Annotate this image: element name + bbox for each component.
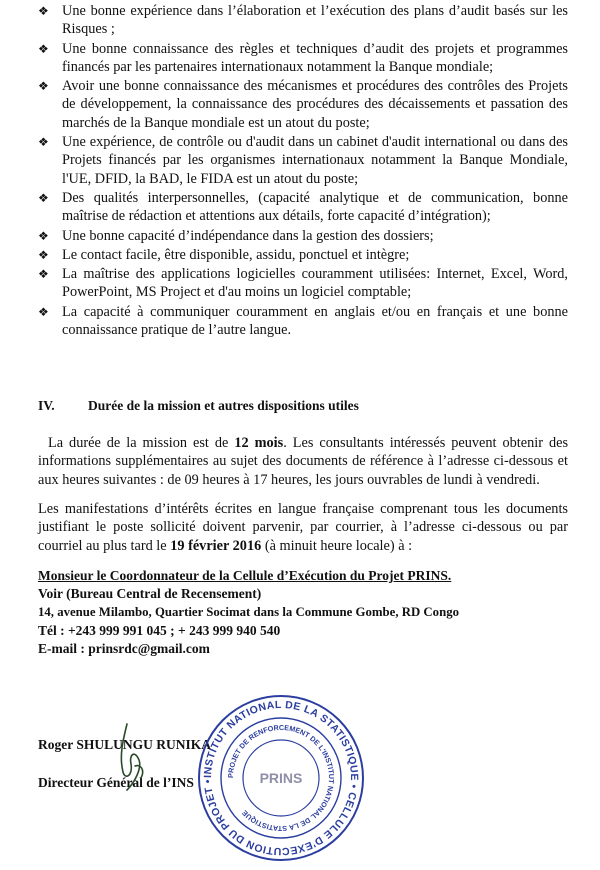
diamond-bullet-icon: ❖ xyxy=(38,41,49,56)
stamp-outer-text: INSTITUT NATIONAL DE LA STATISTIQUE • CELLULE D'EXECUTION DU PROJET • xyxy=(201,698,361,858)
address-recipient: Monsieur le Coordonnateur de la Cellule d’Exécution du Projet PRINS. xyxy=(38,568,452,583)
diamond-bullet-icon: ❖ xyxy=(38,304,49,319)
diamond-bullet-icon: ❖ xyxy=(38,190,49,205)
official-stamp-icon xyxy=(196,692,366,864)
stamp-inner-text: PROJET DE RENFORCEMENT DE L'INSTITUT NATIONAL DE LA STATISTIQUE xyxy=(225,722,337,834)
list-item: ❖ Le contact facile, être disponible, assidu, ponctuel et intègre; xyxy=(38,246,410,263)
duration-value: 12 mois xyxy=(234,435,284,451)
address-office: Voir (Bureau Central de Recensement) xyxy=(38,586,262,602)
signatory-name: Roger SHULUNGU RUNIKA xyxy=(38,737,212,752)
mission-duration-paragraph: La durée de la mission est de 12 mois. Les consultants intéressés peuvent obtenir des informations supplémentaires au sujet des documents de référence à l’adresse ci-dessous et aux heures suivantes : de 09 heures à 17 heures, les jours ouvrables de lundi à vendredi. xyxy=(38,435,569,488)
list-item: ❖ Une bonne connaissance des règles et techniques d’audit des projets et programmes financés par les partenaires internationaux notamment la Banque mondiale; xyxy=(38,40,568,75)
submission-paragraph: Les manifestations d’intérêts écrites en langue française comprenant tous les documents justifiant le poste sollicité doivent parvenir, par courrier, à l’adresse ci-dessous ou par courriel au plus tard le 19 février 2016 (à minuit heure locale) à : xyxy=(38,501,568,554)
section-heading xyxy=(38,398,359,414)
diamond-bullet-icon: ❖ xyxy=(38,267,49,282)
section-number: IV. xyxy=(38,398,55,413)
diamond-bullet-icon: ❖ xyxy=(38,135,49,150)
list-item: ❖ Avoir une bonne connaissance des mécanismes et procédures des contrôles des Projets de développement, la connaissance des procédures des décaissements et passation des marchés de la Banque mondiale est un atout du poste; xyxy=(38,78,568,131)
contact-address xyxy=(38,567,578,658)
address-street: 14, avenue Milambo, Quartier Socimat dans la Commune Gombe, RD Congo xyxy=(38,605,459,620)
list-item: ❖ La capacité à communiquer couramment en anglais et/ou en français et une bonne connaissance pratique de l’autre langue. xyxy=(38,303,568,339)
list-item: ❖ La maîtrise des applications logicielles couramment utilisées: Internet, Excel, Word, PowerPoint, MS Project et d'au moins un logiciel comptable; xyxy=(38,266,568,301)
deadline-date: 19 février 2016 xyxy=(170,537,262,554)
list-item: ❖ Une bonne capacité d’indépendance dans la gestion des dossiers; xyxy=(38,227,434,244)
requirements-list xyxy=(38,2,568,340)
list-item: ❖ Une bonne expérience dans l’élaboration et l’exécution des plans d’audit basés sur les Risques ; xyxy=(38,3,568,38)
handwritten-signature-icon xyxy=(105,720,165,800)
diamond-bullet-icon: ❖ xyxy=(38,247,49,262)
section-title: Durée de la mission et autres dispositions utiles xyxy=(88,398,359,413)
address-email[interactable]: E-mail : prinsrdc@gmail.com xyxy=(38,640,210,656)
list-item: ❖ Des qualités interpersonnelles, (capacité analytique et de communication, bonne maîtrise de rédaction et attentions aux détails, forte capacité d’intégration); xyxy=(38,189,568,225)
stamp-center-text: PRINS xyxy=(259,770,303,786)
diamond-bullet-icon: ❖ xyxy=(38,4,49,18)
list-item: ❖ Une expérience, de contrôle ou d'audit dans un cabinet d'audit international ou dans des Projets financés par les organismes internationaux notamment la Banque Mondiale, l'UE, DFID, la BAD, le FIDA est un atout du poste; xyxy=(38,134,568,187)
address-phone: Tél : +243 999 991 045 ; + 243 999 940 540 xyxy=(38,622,281,638)
diamond-bullet-icon: ❖ xyxy=(38,79,49,94)
diamond-bullet-icon: ❖ xyxy=(38,228,49,243)
signatory-title: Directeur Général de l’INS xyxy=(38,775,194,790)
